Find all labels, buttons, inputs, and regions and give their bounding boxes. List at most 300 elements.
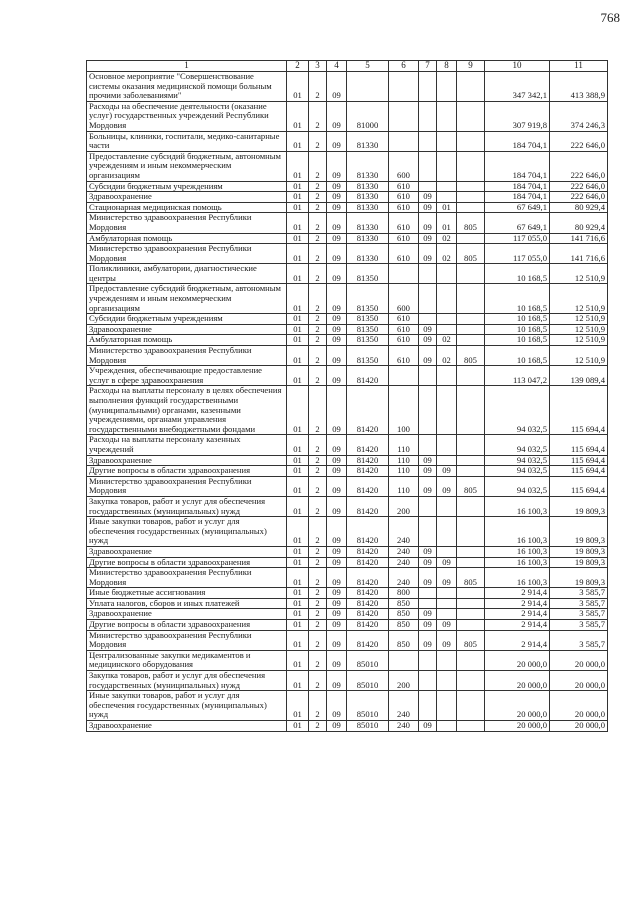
- code-cell: [419, 101, 437, 131]
- code-cell: 2: [309, 244, 327, 264]
- table-row: [87, 264, 608, 284]
- amount-cell: 20 000,0: [550, 691, 608, 721]
- code-cell: 2: [309, 721, 327, 732]
- amount-cell: 3 585,7: [550, 620, 608, 631]
- code-cell: 09: [419, 721, 437, 732]
- code-cell: [457, 557, 485, 568]
- amount-cell: 141 716,6: [550, 233, 608, 244]
- code-cell: 09: [419, 609, 437, 620]
- code-cell: [437, 598, 457, 609]
- code-cell: 81420: [347, 588, 389, 599]
- row-name: Стационарная медицинская помощь: [87, 202, 287, 213]
- row-name: Здравоохранение: [87, 721, 287, 732]
- code-cell: 01: [287, 314, 309, 325]
- code-cell: 2: [309, 346, 327, 366]
- code-cell: 850: [389, 620, 419, 631]
- code-cell: 01: [287, 202, 309, 213]
- code-cell: 02: [437, 346, 457, 366]
- code-cell: 2: [309, 557, 327, 568]
- code-cell: 09: [327, 284, 347, 314]
- code-cell: 01: [287, 671, 309, 691]
- code-cell: [389, 72, 419, 102]
- code-cell: 09: [327, 620, 347, 631]
- code-cell: 240: [389, 557, 419, 568]
- code-cell: 2: [309, 598, 327, 609]
- row-name: Другие вопросы в области здравоохранения: [87, 466, 287, 477]
- code-cell: [457, 609, 485, 620]
- code-cell: 09: [327, 324, 347, 335]
- row-name: Поликлиники, амбулатории, диагностические центры: [87, 264, 287, 284]
- code-cell: [457, 386, 485, 435]
- column-header: 8: [437, 61, 457, 72]
- code-cell: 09: [327, 335, 347, 346]
- code-cell: 2: [309, 181, 327, 192]
- code-cell: [457, 517, 485, 547]
- code-cell: 800: [389, 588, 419, 599]
- code-cell: 240: [389, 721, 419, 732]
- code-cell: 81420: [347, 366, 389, 386]
- code-cell: [419, 588, 437, 599]
- code-cell: [389, 101, 419, 131]
- code-cell: 2: [309, 131, 327, 151]
- code-cell: 805: [457, 346, 485, 366]
- header-row: [87, 61, 608, 72]
- code-cell: 610: [389, 181, 419, 192]
- code-cell: 2: [309, 609, 327, 620]
- code-cell: [437, 324, 457, 335]
- table-row: [87, 721, 608, 732]
- code-cell: 240: [389, 517, 419, 547]
- table-row: [87, 455, 608, 466]
- code-cell: 09: [327, 366, 347, 386]
- amount-cell: 19 809,3: [550, 568, 608, 588]
- code-cell: [437, 101, 457, 131]
- code-cell: 01: [287, 455, 309, 466]
- code-cell: [437, 386, 457, 435]
- amount-cell: 307 919,8: [485, 101, 550, 131]
- code-cell: 01: [287, 609, 309, 620]
- amount-cell: 2 914,4: [485, 609, 550, 620]
- code-cell: 01: [287, 346, 309, 366]
- code-cell: 01: [287, 244, 309, 264]
- code-cell: 09: [437, 568, 457, 588]
- amount-cell: 3 585,7: [550, 598, 608, 609]
- code-cell: 81330: [347, 192, 389, 203]
- table-row: [87, 691, 608, 721]
- amount-cell: 139 089,4: [550, 366, 608, 386]
- table-row: [87, 609, 608, 620]
- code-cell: [457, 691, 485, 721]
- code-cell: [457, 264, 485, 284]
- amount-cell: 16 100,3: [485, 557, 550, 568]
- code-cell: 2: [309, 233, 327, 244]
- table-row: [87, 620, 608, 631]
- code-cell: 81420: [347, 546, 389, 557]
- code-cell: 610: [389, 192, 419, 203]
- amount-cell: 12 510,9: [550, 324, 608, 335]
- code-cell: [437, 284, 457, 314]
- code-cell: [389, 366, 419, 386]
- table-row: [87, 588, 608, 599]
- code-cell: [437, 131, 457, 151]
- row-name: Субсидии бюджетным учреждениям: [87, 181, 287, 192]
- code-cell: 81420: [347, 496, 389, 516]
- code-cell: 81420: [347, 517, 389, 547]
- code-cell: [457, 192, 485, 203]
- table-row: [87, 630, 608, 650]
- amount-cell: 20 000,0: [550, 721, 608, 732]
- code-cell: [419, 435, 437, 455]
- table-row: [87, 181, 608, 192]
- code-cell: 02: [437, 233, 457, 244]
- code-cell: 240: [389, 691, 419, 721]
- table-row: [87, 598, 608, 609]
- table-row: [87, 435, 608, 455]
- amount-cell: 222 646,0: [550, 181, 608, 192]
- code-cell: [457, 455, 485, 466]
- code-cell: 2: [309, 691, 327, 721]
- code-cell: 81330: [347, 151, 389, 181]
- code-cell: 600: [389, 151, 419, 181]
- code-cell: [457, 101, 485, 131]
- table-row: [87, 335, 608, 346]
- code-cell: 2: [309, 202, 327, 213]
- amount-cell: 141 716,6: [550, 244, 608, 264]
- row-name: Уплата налогов, сборов и иных платежей: [87, 598, 287, 609]
- code-cell: 01: [287, 568, 309, 588]
- code-cell: 81420: [347, 386, 389, 435]
- code-cell: 09: [327, 72, 347, 102]
- amount-cell: 16 100,3: [485, 546, 550, 557]
- row-name: Здравоохранение: [87, 546, 287, 557]
- code-cell: 01: [287, 721, 309, 732]
- code-cell: 09: [327, 557, 347, 568]
- code-cell: 610: [389, 335, 419, 346]
- code-cell: 09: [419, 455, 437, 466]
- code-cell: 09: [327, 721, 347, 732]
- column-header: 11: [550, 61, 608, 72]
- code-cell: 2: [309, 671, 327, 691]
- code-cell: 610: [389, 233, 419, 244]
- amount-cell: 67 649,1: [485, 213, 550, 233]
- row-name: Иные закупки товаров, работ и услуг для обеспечения государственных (муниципальных) нужд: [87, 691, 287, 721]
- code-cell: [389, 650, 419, 670]
- column-header: 4: [327, 61, 347, 72]
- code-cell: 110: [389, 466, 419, 477]
- column-header: 10: [485, 61, 550, 72]
- code-cell: [419, 517, 437, 547]
- amount-cell: 10 168,5: [485, 324, 550, 335]
- code-cell: 09: [419, 476, 437, 496]
- column-header: 3: [309, 61, 327, 72]
- code-cell: 81420: [347, 557, 389, 568]
- amount-cell: 12 510,9: [550, 346, 608, 366]
- code-cell: 01: [287, 546, 309, 557]
- amount-cell: 222 646,0: [550, 192, 608, 203]
- code-cell: 09: [419, 324, 437, 335]
- code-cell: 09: [327, 671, 347, 691]
- code-cell: [437, 435, 457, 455]
- code-cell: 01: [287, 630, 309, 650]
- code-cell: 2: [309, 630, 327, 650]
- amount-cell: 2 914,4: [485, 630, 550, 650]
- amount-cell: 12 510,9: [550, 335, 608, 346]
- row-name: Закупка товаров, работ и услуг для обеспечения государственных (муниципальных) нужд: [87, 671, 287, 691]
- code-cell: 01: [287, 466, 309, 477]
- amount-cell: 10 168,5: [485, 335, 550, 346]
- page-number: 768: [600, 10, 620, 25]
- row-name: Министерство здравоохранения Республики Мордовия: [87, 244, 287, 264]
- amount-cell: 2 914,4: [485, 588, 550, 599]
- amount-cell: 94 032,5: [485, 435, 550, 455]
- code-cell: 01: [287, 131, 309, 151]
- code-cell: [457, 588, 485, 599]
- code-cell: 2: [309, 476, 327, 496]
- code-cell: 2: [309, 386, 327, 435]
- code-cell: 09: [419, 244, 437, 264]
- amount-cell: 20 000,0: [485, 671, 550, 691]
- code-cell: 2: [309, 546, 327, 557]
- code-cell: 85010: [347, 721, 389, 732]
- amount-cell: 19 809,3: [550, 517, 608, 547]
- amount-cell: 2 914,4: [485, 598, 550, 609]
- code-cell: 81420: [347, 609, 389, 620]
- row-name: Иные закупки товаров, работ и услуг для обеспечения государственных (муниципальных) нужд: [87, 517, 287, 547]
- row-name: Министерство здравоохранения Республики Мордовия: [87, 476, 287, 496]
- amount-cell: 10 168,5: [485, 264, 550, 284]
- code-cell: [457, 314, 485, 325]
- row-name: Больницы, клиники, госпитали, медико-санитарные части: [87, 131, 287, 151]
- code-cell: [437, 192, 457, 203]
- code-cell: 240: [389, 568, 419, 588]
- row-name: Амбулаторная помощь: [87, 233, 287, 244]
- table-row: [87, 314, 608, 325]
- code-cell: 610: [389, 202, 419, 213]
- table-row: [87, 546, 608, 557]
- code-cell: [437, 496, 457, 516]
- table-row: [87, 244, 608, 264]
- amount-cell: 347 342,1: [485, 72, 550, 102]
- amount-cell: 12 510,9: [550, 264, 608, 284]
- row-name: Учреждения, обеспечивающие предоставление услуг в сфере здравоохранения: [87, 366, 287, 386]
- code-cell: 2: [309, 455, 327, 466]
- amount-cell: 10 168,5: [485, 314, 550, 325]
- amount-cell: 115 694,4: [550, 466, 608, 477]
- code-cell: [437, 264, 457, 284]
- code-cell: 110: [389, 455, 419, 466]
- code-cell: [457, 72, 485, 102]
- code-cell: 81330: [347, 181, 389, 192]
- amount-cell: 2 914,4: [485, 620, 550, 631]
- amount-cell: 19 809,3: [550, 557, 608, 568]
- code-cell: 610: [389, 324, 419, 335]
- code-cell: 81350: [347, 324, 389, 335]
- amount-cell: 12 510,9: [550, 314, 608, 325]
- code-cell: 850: [389, 630, 419, 650]
- code-cell: [347, 72, 389, 102]
- amount-cell: 20 000,0: [485, 721, 550, 732]
- table-row: [87, 131, 608, 151]
- amount-cell: 113 047,2: [485, 366, 550, 386]
- row-name: Иные бюджетные ассигнования: [87, 588, 287, 599]
- amount-cell: 115 694,4: [550, 386, 608, 435]
- code-cell: 610: [389, 213, 419, 233]
- code-cell: 09: [327, 192, 347, 203]
- code-cell: 2: [309, 264, 327, 284]
- code-cell: [437, 151, 457, 181]
- row-name: Основное мероприятие "Совершенствование системы оказания медицинской помощи больным прочими заболеваниями": [87, 72, 287, 102]
- amount-cell: 115 694,4: [550, 476, 608, 496]
- table-row: [87, 650, 608, 670]
- amount-cell: 94 032,5: [485, 466, 550, 477]
- code-cell: [457, 466, 485, 477]
- row-name: Здравоохранение: [87, 455, 287, 466]
- code-cell: 01: [287, 496, 309, 516]
- code-cell: 81330: [347, 131, 389, 151]
- code-cell: 09: [327, 476, 347, 496]
- table-row: [87, 324, 608, 335]
- amount-cell: 117 055,0: [485, 244, 550, 264]
- code-cell: 240: [389, 546, 419, 557]
- code-cell: 01: [287, 151, 309, 181]
- code-cell: 850: [389, 609, 419, 620]
- row-name: Расходы на обеспечение деятельности (оказание услуг) государственных учреждений Республики Мордовия: [87, 101, 287, 131]
- amount-cell: 115 694,4: [550, 435, 608, 455]
- code-cell: [457, 181, 485, 192]
- table-row: [87, 202, 608, 213]
- column-header: 5: [347, 61, 389, 72]
- table-row: [87, 496, 608, 516]
- code-cell: 09: [419, 568, 437, 588]
- code-cell: [457, 366, 485, 386]
- amount-cell: 184 704,1: [485, 181, 550, 192]
- code-cell: [457, 233, 485, 244]
- code-cell: [419, 650, 437, 670]
- code-cell: 01: [287, 192, 309, 203]
- code-cell: 81000: [347, 101, 389, 131]
- amount-cell: 16 100,3: [485, 517, 550, 547]
- code-cell: 2: [309, 192, 327, 203]
- code-cell: 610: [389, 346, 419, 366]
- code-cell: 09: [419, 557, 437, 568]
- code-cell: 2: [309, 568, 327, 588]
- code-cell: 2: [309, 650, 327, 670]
- table-row: [87, 476, 608, 496]
- code-cell: 01: [437, 213, 457, 233]
- budget-table: [86, 60, 608, 732]
- code-cell: 610: [389, 314, 419, 325]
- code-cell: 09: [437, 630, 457, 650]
- code-cell: [457, 335, 485, 346]
- amount-cell: 20 000,0: [485, 650, 550, 670]
- code-cell: 09: [419, 466, 437, 477]
- code-cell: 09: [327, 386, 347, 435]
- amount-cell: 20 000,0: [550, 671, 608, 691]
- code-cell: [419, 131, 437, 151]
- amount-cell: 184 704,1: [485, 151, 550, 181]
- amount-cell: 10 168,5: [485, 284, 550, 314]
- code-cell: 09: [327, 496, 347, 516]
- table-row: [87, 557, 608, 568]
- amount-cell: 222 646,0: [550, 151, 608, 181]
- code-cell: [419, 151, 437, 181]
- code-cell: 09: [327, 264, 347, 284]
- code-cell: [419, 671, 437, 691]
- column-header: 9: [457, 61, 485, 72]
- amount-cell: 19 809,3: [550, 496, 608, 516]
- code-cell: 09: [327, 691, 347, 721]
- code-cell: 01: [287, 557, 309, 568]
- code-cell: [437, 546, 457, 557]
- code-cell: 850: [389, 598, 419, 609]
- code-cell: 09: [419, 192, 437, 203]
- code-cell: 01: [287, 620, 309, 631]
- code-cell: 2: [309, 151, 327, 181]
- code-cell: 09: [327, 233, 347, 244]
- column-header: 7: [419, 61, 437, 72]
- code-cell: 2: [309, 466, 327, 477]
- code-cell: 2: [309, 284, 327, 314]
- code-cell: 09: [419, 546, 437, 557]
- code-cell: 09: [327, 455, 347, 466]
- code-cell: 09: [327, 181, 347, 192]
- code-cell: 01: [287, 264, 309, 284]
- code-cell: 81420: [347, 568, 389, 588]
- code-cell: 01: [287, 476, 309, 496]
- code-cell: 09: [327, 101, 347, 131]
- code-cell: 81420: [347, 630, 389, 650]
- code-cell: [419, 496, 437, 516]
- table-row: [87, 346, 608, 366]
- amount-cell: 184 704,1: [485, 192, 550, 203]
- code-cell: 2: [309, 101, 327, 131]
- table-row: [87, 517, 608, 547]
- code-cell: 2: [309, 366, 327, 386]
- code-cell: [437, 455, 457, 466]
- code-cell: [419, 691, 437, 721]
- amount-cell: 19 809,3: [550, 546, 608, 557]
- code-cell: [419, 284, 437, 314]
- amount-cell: 80 929,4: [550, 202, 608, 213]
- table-row: [87, 192, 608, 203]
- column-header: 1: [87, 61, 287, 72]
- table-row: [87, 72, 608, 102]
- code-cell: 09: [327, 346, 347, 366]
- code-cell: 81420: [347, 598, 389, 609]
- code-cell: 81420: [347, 466, 389, 477]
- code-cell: 81350: [347, 284, 389, 314]
- code-cell: [437, 721, 457, 732]
- table-row: [87, 284, 608, 314]
- code-cell: [457, 131, 485, 151]
- amount-cell: 3 585,7: [550, 609, 608, 620]
- code-cell: 01: [287, 517, 309, 547]
- code-cell: 2: [309, 620, 327, 631]
- code-cell: [457, 721, 485, 732]
- code-cell: 81420: [347, 435, 389, 455]
- code-cell: 805: [457, 568, 485, 588]
- amount-cell: 94 032,5: [485, 476, 550, 496]
- code-cell: 01: [287, 366, 309, 386]
- code-cell: 09: [327, 588, 347, 599]
- code-cell: 110: [389, 476, 419, 496]
- code-cell: 81350: [347, 264, 389, 284]
- code-cell: 09: [327, 598, 347, 609]
- code-cell: [437, 671, 457, 691]
- table-body: [87, 72, 608, 732]
- amount-cell: 20 000,0: [485, 691, 550, 721]
- code-cell: [389, 264, 419, 284]
